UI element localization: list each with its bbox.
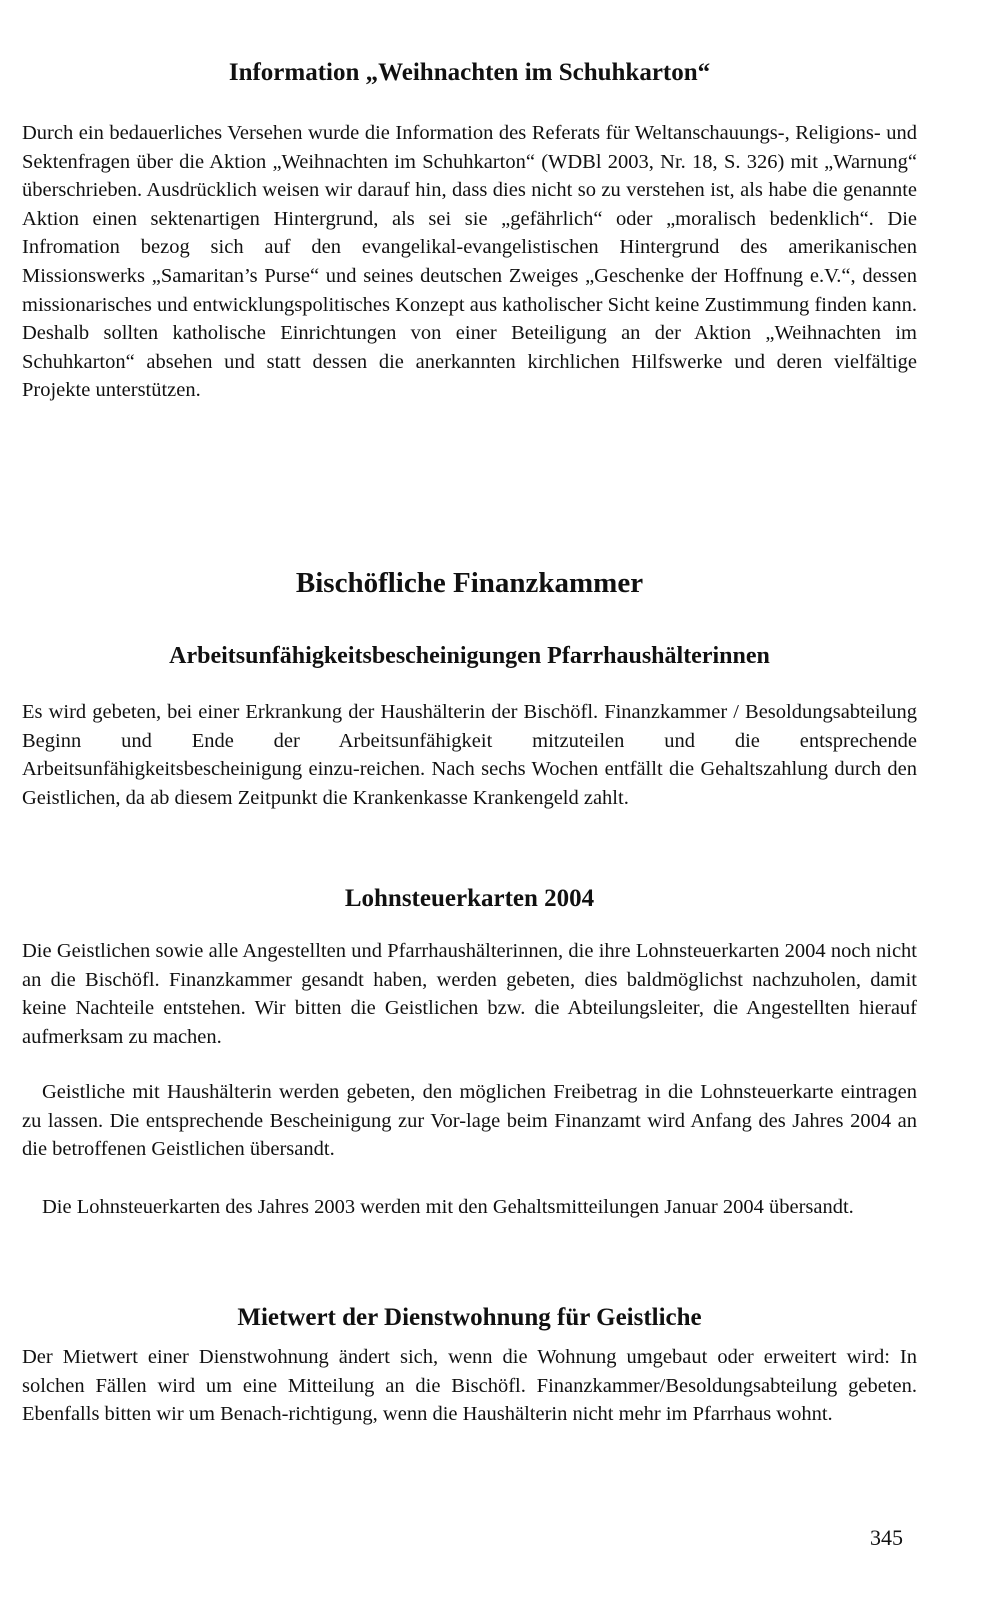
- paragraph-lohnsteuer-3: Die Lohnsteuerkarten des Jahres 2003 werden mit den Gehaltsmitteilungen Januar 2004 übersandt.: [42, 1196, 854, 1218]
- heading-arbeitsunfaehigkeitsbescheinigungen: Arbeitsunfähigkeitsbescheinigungen Pfarrhaushälterinnen: [169, 643, 770, 669]
- heading-lohnsteuerkarten-2004: Lohnsteuerkarten 2004: [344, 885, 595, 912]
- heading-bischoefliche-finanzkammer: Bischöfliche Finanzkammer: [295, 567, 644, 599]
- paragraph-lohnsteuer-1: Die Geistlichen sowie alle Angestellten und Pfarrhaushälterinnen, die ihre Lohnsteuerkarten 2004 noch nicht an die Bischöfl. Finanzkammer gesandt haben, werden gebeten, dies baldmöglichst nachzuholen, damit keine Nachteile entstehen. Wir bitten die Geistlichen bzw. die Abteilungsleiter, die Angestellten hierauf aufmerksam zu machen.: [22, 940, 917, 1048]
- page-number: 345: [870, 1525, 903, 1550]
- heading-weihnachten-im-schuhkarton: Information „Weihnachten im Schuhkarton“: [228, 59, 711, 86]
- paragraph-lohnsteuer-2: Geistliche mit Haushälterin werden gebeten, den möglichen Freibetrag in die Lohnsteuerkarte eintragen zu lassen. Die entsprechende Bescheinigung zur Vor-lage beim Finanzamt wird Anfang des Jahres 2004 an die betroffenen Geistlichen übersandt.: [22, 1081, 917, 1161]
- paragraph-mietwert: Der Mietwert einer Dienstwohnung ändert sich, wenn die Wohnung umgebaut oder erweitert wird: In solchen Fällen wird um eine Mitteilung an die Bischöfl. Finanzkammer/Besoldungsabteilung gebeten. Ebenfalls bitten wir um Benach-richtigung, wenn die Haushälterin nicht mehr im Pfarrhaus wohnt.: [22, 1346, 917, 1426]
- paragraph-arbeitsunfaehigkeit: Es wird gebeten, bei einer Erkrankung der Haushälterin der Bischöfl. Finanzkammer / Besoldungsabteilung Beginn und Ende der Arbeitsunfähigkeit mitzuteilen und die entsprechende Arbeitsunfähigkeitsbescheinigung einzu-reichen. Nach sechs Wochen entfällt die Gehaltszahlung durch den Geistlichen, da ab diesem Zeitpunkt die Krankenkasse Krankengeld zahlt.: [22, 701, 917, 809]
- heading-mietwert-dienstwohnung: Mietwert der Dienstwohnung für Geistliche: [237, 1304, 702, 1331]
- paragraph-weihnachten-im-schuhkarton: Durch ein bedauerliches Versehen wurde die Information des Referats für Weltanschauungs-, Religions- und Sektenfragen über die Aktion „Weihnachten im Schuhkarton“ (WDBl 2003, Nr. 18, S. 326) mit „Warnung“ überschrieben. Ausdrücklich weisen wir darauf hin, dass dies nicht so zu verstehen ist, als habe die genannte Aktion einen sektenartigen Hintergrund, als sei sie „gefährlich“ oder „moralisch bedenklich“. Die Infromation bezog sich auf den evangelikal-evangelistischen Hintergrund des amerikanischen Missionswerks „Samaritan’s Purse“ und seines deutschen Zweiges „Geschenke der Hoffnung e.V.“, dessen missionarisches und entwicklungspolitisches Konzept aus katholischer Sicht keine Zustimmung finden kann. Deshalb sollten katholische Einrichtungen von einer Beteiligung an der Aktion „Weihnachten im Schuhkarton“ absehen und statt dessen die anerkannten kirchlichen Hilfswerke und deren vielfältige Projekte unterstützen.: [22, 122, 917, 402]
